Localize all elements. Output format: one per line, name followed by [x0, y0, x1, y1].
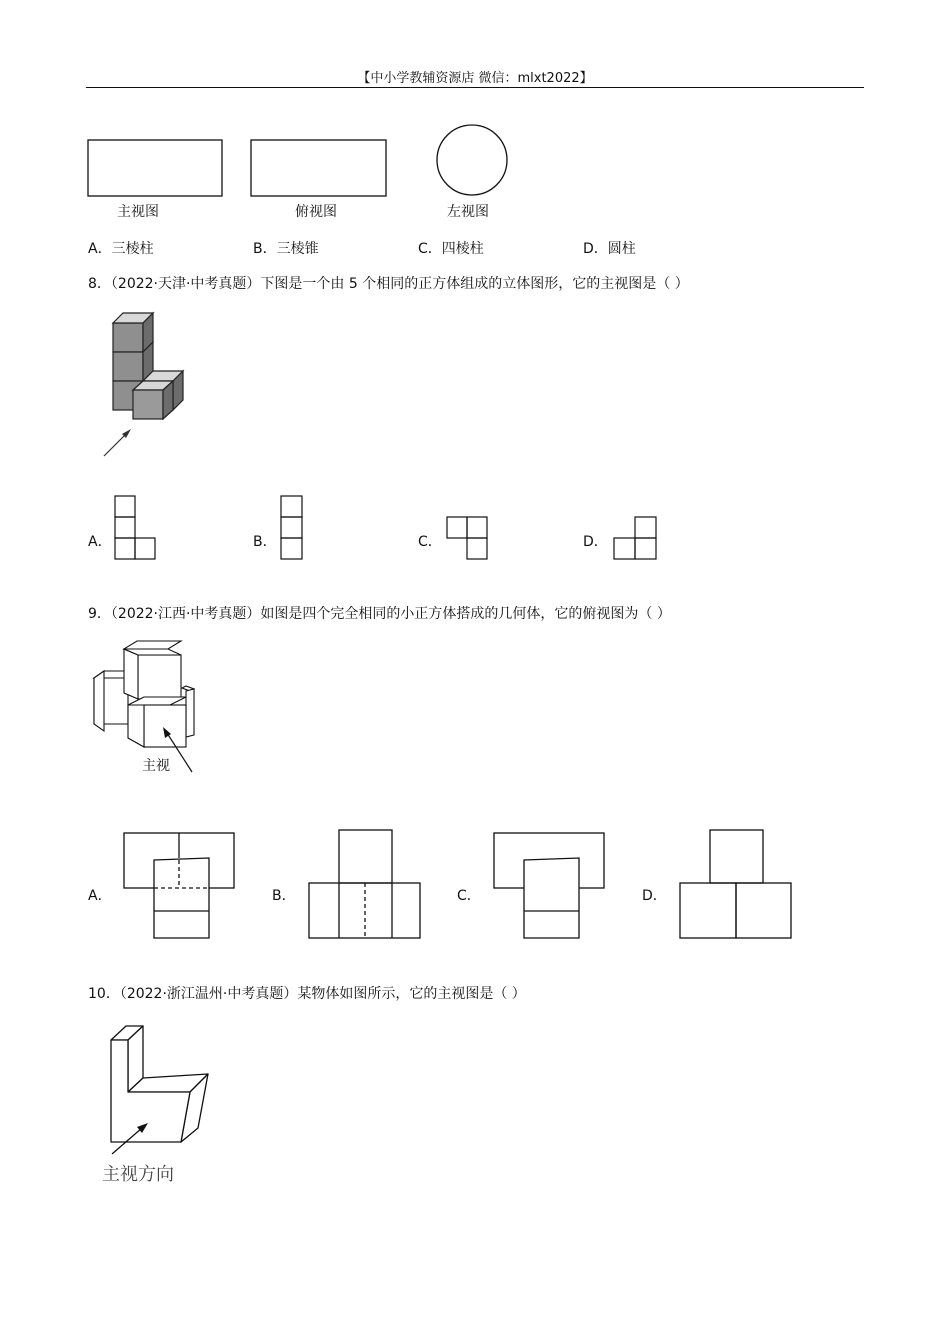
page-header: 【中小学教辅资源店 微信：mlxt2022】	[357, 71, 593, 86]
q7-option-a-letter: A．	[88, 241, 112, 257]
q7-option-b-text: 三棱锥	[276, 241, 319, 257]
q9-option-b[interactable]: B．	[272, 888, 296, 904]
q9-question-text: 9．（2022·江西·中考真题）如图是四个完全相同的小正方体搭成的几何体，它的俯视图为（ ）	[88, 606, 671, 622]
q8-option-d[interactable]: D．	[583, 534, 608, 550]
q9-option-d[interactable]: D．	[642, 888, 667, 904]
q8-option-a[interactable]: A．	[88, 534, 112, 550]
q9-figure-label: 主视	[142, 758, 170, 774]
q7-option-b-letter: B．	[253, 241, 277, 257]
q7-option-d-letter: D．	[583, 241, 608, 257]
q9-option-c[interactable]: C．	[457, 888, 481, 904]
q10-question-text: 10．（2022·浙江温州·中考真题）某物体如图所示，它的主视图是（ ）	[88, 986, 526, 1002]
q7-caption-front: 主视图	[117, 204, 159, 220]
q8-option-c[interactable]: C．	[418, 534, 442, 550]
q8-question-text: 8．（2022·天津·中考真题）下图是一个由 5 个相同的正方体组成的立体图形，它的主视图是（ ）	[88, 276, 689, 292]
q7-caption-top: 俯视图	[295, 204, 337, 220]
q7-option-c-text: 四棱柱	[441, 241, 484, 257]
q7-option-d-text: 圆柱	[607, 241, 636, 257]
q10-figure-label: 主视方向	[102, 1164, 174, 1185]
q7-option-c-letter: C．	[418, 241, 442, 257]
q8-option-b[interactable]: B．	[253, 534, 277, 550]
q7-caption-left: 左视图	[447, 204, 489, 220]
q9-option-a[interactable]: A．	[88, 888, 112, 904]
q7-option-a-text: 三棱柱	[111, 241, 154, 257]
